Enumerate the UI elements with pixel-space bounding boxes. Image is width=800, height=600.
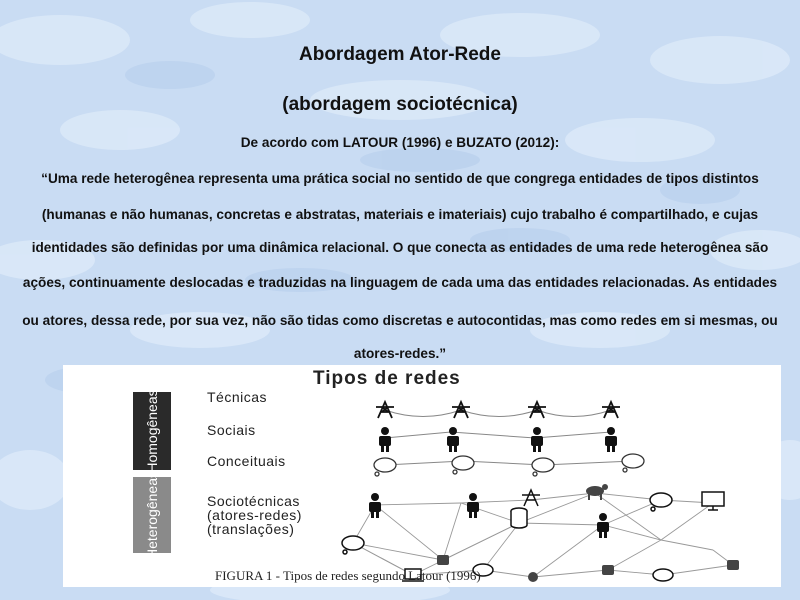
sociotechnical-network-lines <box>353 493 733 577</box>
quote-line-3: identidades são definidas por uma dinâmica relacional. O que conecta as entidades de uma rede heterogênea são <box>31 240 769 255</box>
database-icon <box>511 508 527 528</box>
device-icon <box>437 555 449 565</box>
quote-line-5: ou atores, dessa rede, por sua vez, não são tidas como discretas e autocontidas, mas como redes em si mesmas, ou <box>22 313 778 328</box>
device-icon <box>602 565 614 575</box>
person-icon <box>597 513 609 538</box>
row-label-sociotecnicas: Sociotécnicas <box>207 493 300 509</box>
animal-icon <box>586 484 608 500</box>
tower-icon <box>602 402 620 418</box>
tower-icon <box>452 402 470 418</box>
conceptual-network-lines <box>385 461 633 465</box>
row-label-sociais: Sociais <box>207 422 256 438</box>
row-label-atores-redes: (atores-redes) <box>207 507 302 523</box>
technical-network-lines <box>385 410 611 417</box>
slide-subtitle: (abordagem sociotécnica) <box>282 94 518 115</box>
homogeneous-band <box>133 389 171 473</box>
row-label-translacoes: (translações) <box>207 521 295 537</box>
thought-cloud-icon <box>452 456 474 474</box>
quote-line-6: atores-redes.” <box>353 346 447 361</box>
cloud-icon <box>342 536 364 554</box>
device-icon <box>528 572 538 582</box>
person-icon <box>467 493 479 518</box>
tower-icon <box>528 402 546 418</box>
cloud-icon <box>653 569 673 581</box>
thought-cloud-icon <box>532 458 554 476</box>
quote-line-1: “Uma rede heterogênea representa uma prática social no sentido de que congrega entidades de tipos distintos <box>41 171 759 186</box>
homogeneous-label: Homogêneas <box>144 389 160 473</box>
slide-title: Abordagem Ator-Rede <box>299 44 501 65</box>
row-label-conceituais: Conceituais <box>207 453 286 469</box>
person-icon <box>447 427 459 452</box>
figure-title: Tipos de redes <box>313 368 461 389</box>
tower-icon <box>376 402 394 418</box>
quote-line-4: ações, continuamente deslocadas e traduzidas na linguagem de cada uma das entidades relacionadas. As entidades <box>22 275 778 290</box>
quote-line-2: (humanas e não humanas, concretas e abstratas, materiais e imateriais) cujo trabalho é compartilhado, e cujas <box>41 207 759 222</box>
cloud-icon <box>650 493 672 511</box>
source-line: De acordo com LATOUR (1996) e BUZATO (2012): <box>240 135 560 150</box>
person-icon <box>379 427 391 452</box>
tower-icon <box>522 490 540 506</box>
thought-cloud-icon <box>374 458 396 476</box>
heterogeneous-label: Heterogêneas <box>144 471 160 559</box>
network-types-figure <box>63 365 781 587</box>
figure-caption: FIGURA 1 - Tipos de redes segundo Latour (1996) <box>215 568 481 583</box>
thought-cloud-icon <box>622 454 644 472</box>
heterogeneous-band <box>133 471 171 559</box>
person-icon <box>605 427 617 452</box>
monitor-icon <box>702 492 724 510</box>
person-icon <box>369 493 381 518</box>
social-network-lines <box>385 432 611 438</box>
row-label-tecnicas: Técnicas <box>207 389 268 405</box>
person-icon <box>531 427 543 452</box>
device-icon <box>727 560 739 570</box>
